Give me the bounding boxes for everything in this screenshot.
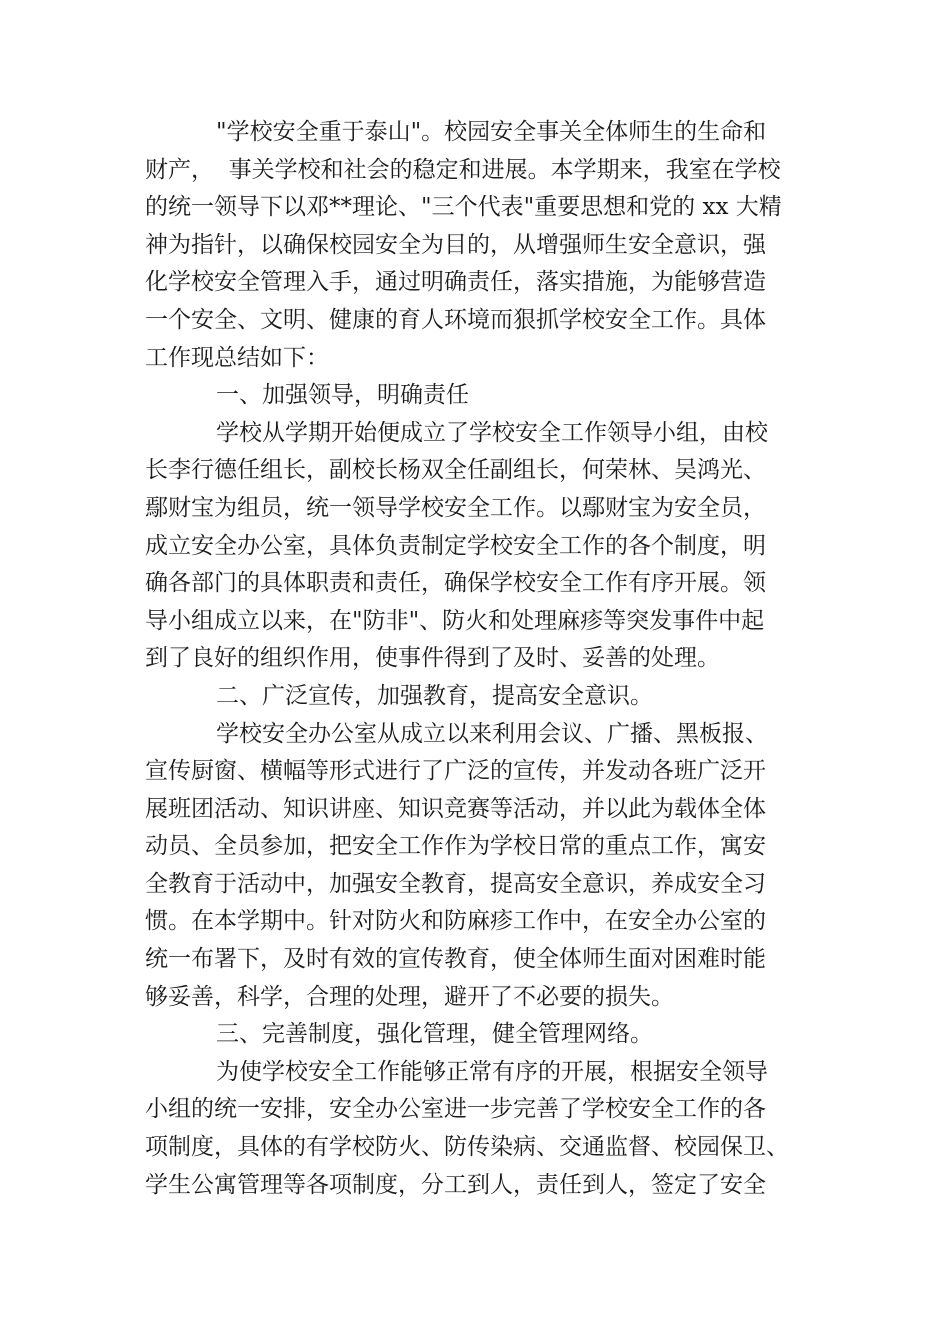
document-body [145,114,805,1204]
paragraph-section-1-line: 鄢财宝为组员，统一领导学校安全工作。以鄢财宝为安全员， [145,494,766,521]
section-heading-2: 二、广泛宣传，加强教育，提高安全意识。 [216,682,653,709]
paragraph-section-2-line: 展班团活动、知识讲座、知识竞赛等活动，并以此为载体全体 [145,795,766,822]
paragraph-section-2-line: 统一布署下，及时有效的宣传教育，使全体师生面对困难时能 [145,946,766,973]
paragraph-intro-line: 财产， 事关学校和社会的稳定和进展。本学期来，我室在学校 [145,156,781,183]
paragraph-section-3-line: 为使学校安全工作能够正常有序的开展，根据安全领导 [216,1058,768,1085]
paragraph-section-3-line: 学生公寓管理等各项制度，分工到人，责任到人，签定了安全 [145,1171,766,1198]
paragraph-intro-line: 的统一领导下以邓**理论、"三个代表"重要思想和党的 xx 大精 [145,194,782,221]
paragraph-intro-line: "学校安全重于泰山"。校园安全事关全体师生的生命和 [216,119,767,145]
paragraph-section-2-line: 动员、全员参加，把安全工作作为学校日常的重点工作，寓安 [145,833,766,860]
paragraph-section-3-line: 项制度，具体的有学校防火、防传染病、交通监督、校园保卫、 [145,1134,789,1161]
paragraph-section-2-line: 够妥善，科学，合理的处理，避开了不必要的损失。 [145,983,674,1010]
paragraph-section-1-line: 成立安全办公室，具体负责制定学校安全工作的各个制度，明 [145,532,766,559]
paragraph-intro-line: 化学校安全管理入手，通过明确责任，落实措施，为能够营造 [145,269,766,296]
paragraph-intro-line: 一个安全、文明、健康的育人环境而狠抓学校安全工作。具体 [145,306,766,333]
section-heading-1: 一、加强领导，明确责任 [216,382,469,409]
paragraph-section-1-line: 学校从学期开始便成立了学校安全工作领导小组，由校 [216,419,768,446]
paragraph-section-3-line: 小组的统一安排，安全办公室进一步完善了学校安全工作的各 [145,1096,766,1123]
paragraph-section-1-line: 长李行德任组长，副校长杨双全任副组长，何荣林、吴鸿光、 [145,457,766,484]
section-heading-3: 三、完善制度，强化管理，健全管理网络。 [216,1021,653,1048]
paragraph-section-2-line: 惯。在本学期中。针对防火和防麻疹工作中，在安全办公室的 [145,908,766,935]
paragraph-section-1-line: 导小组成立以来，在"防非"、防火和处理麻疹等突发事件中起 [145,607,765,634]
paragraph-intro-line: 神为指针，以确保校园安全为目的，从增强师生安全意识，强 [145,231,766,258]
paragraph-section-2-line: 全教育于活动中，加强安全教育，提高安全意识，养成安全习 [145,870,766,897]
paragraph-section-1-line: 到了良好的组织作用，使事件得到了及时、妥善的处理。 [145,645,720,672]
paragraph-section-2-line: 学校安全办公室从成立以来利用会议、广播、黑板报、 [216,720,768,747]
paragraph-section-2-line: 宣传厨窗、横幅等形式进行了广泛的宣传，并发动各班广泛开 [145,758,766,785]
paragraph-section-1-line: 确各部门的具体职责和责任，确保学校安全工作有序开展。领 [145,570,766,597]
paragraph-intro-line: 工作现总结如下： [145,344,329,371]
